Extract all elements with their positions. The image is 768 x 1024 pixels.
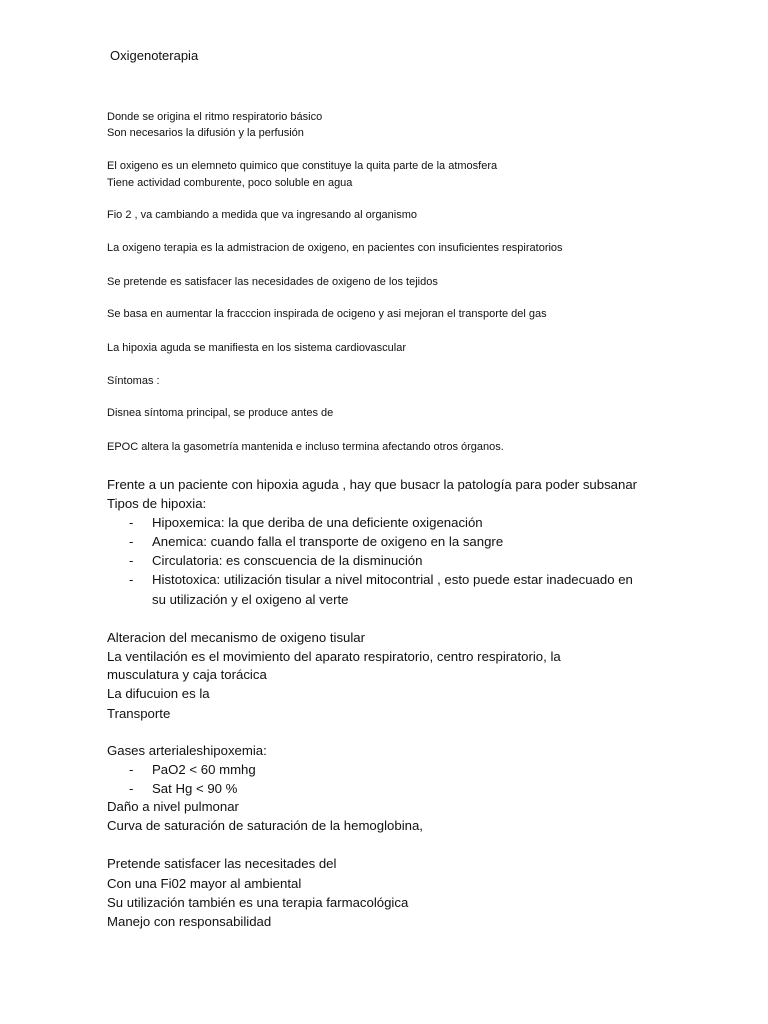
closing-line: Con una Fi02 mayor al ambiental: [107, 876, 302, 891]
note-line: Disnea síntoma principal, se produce antes de: [107, 407, 334, 419]
list-item: Circulatoria: es conscuencia de la disminución: [152, 553, 423, 568]
note-line: Son necesarios la difusión y la perfusión: [107, 127, 304, 139]
closing-line: Su utilización también es una terapia farmacológica: [107, 895, 409, 910]
document-title: Oxigenoterapia: [110, 48, 199, 63]
note-line: Tiene actividad comburente, poco soluble en agua: [107, 177, 353, 189]
note-line: La hipoxia aguda se manifiesta en los sistema cardiovascular: [107, 342, 406, 354]
body-line: Curva de saturación de saturación de la hemoglobina,: [107, 818, 423, 833]
hypoxia-intro: Frente a un paciente con hipoxia aguda , hay que busacr la patología para poder subsanar: [107, 477, 638, 492]
hypoxia-types-heading: Tipos de hipoxia:: [107, 496, 207, 511]
note-line: Síntomas :: [107, 375, 160, 387]
list-bullet: -: [129, 515, 134, 530]
note-line: Donde se origina el ritmo respiratorio básico: [107, 111, 323, 123]
note-line: Se pretende es satisfacer las necesidades de oxigeno de los tejidos: [107, 276, 438, 288]
closing-line: Manejo con responsabilidad: [107, 914, 272, 929]
list-bullet: -: [129, 553, 134, 568]
body-line: Daño a nivel pulmonar: [107, 799, 239, 814]
mechanism-line: La ventilación es el movimiento del aparato respiratorio, centro respiratorio, la: [107, 649, 561, 664]
list-item: Histotoxica: utilización tisular a nivel mitocontrial , esto puede estar inadecuado en: [152, 572, 633, 587]
note-line: Fio 2 , va cambiando a medida que va ingresando al organismo: [107, 209, 418, 221]
mechanism-line: musculatura y caja torácica: [107, 667, 267, 682]
mechanism-line: Transporte: [107, 706, 171, 721]
list-item: PaO2 < 60 mmhg: [152, 762, 256, 777]
list-item: Sat Hg < 90 %: [152, 781, 238, 796]
list-item: Anemica: cuando falla el transporte de oxigeno en la sangre: [152, 534, 504, 549]
note-line: La oxigeno terapia es la admistracion de oxigeno, en pacientes con insuficientes respiratorios: [107, 242, 563, 254]
list-bullet: -: [129, 781, 134, 796]
note-line: El oxigeno es un elemneto quimico que constituye la quita parte de la atmosfera: [107, 160, 498, 172]
note-line: Se basa en aumentar la fracccion inspirada de ocigeno y asi mejoran el transporte del gas: [107, 308, 547, 320]
note-line: EPOC altera la gasometría mantenida e incluso termina afectando otros órganos.: [107, 441, 504, 453]
list-item-continuation: su utilización y el oxigeno al verte: [152, 592, 349, 607]
list-bullet: -: [129, 762, 134, 777]
list-item: Hipoxemica: la que deriba de una deficiente oxigenación: [152, 515, 483, 530]
mechanism-line: Alteracion del mecanismo de oxigeno tisular: [107, 630, 366, 645]
mechanism-line: La difucuion es la: [107, 686, 210, 701]
list-bullet: -: [129, 572, 134, 587]
gases-heading: Gases arterialeshipoxemia:: [107, 743, 267, 758]
list-bullet: -: [129, 534, 134, 549]
closing-line: Pretende satisfacer las necesitades del: [107, 856, 337, 871]
